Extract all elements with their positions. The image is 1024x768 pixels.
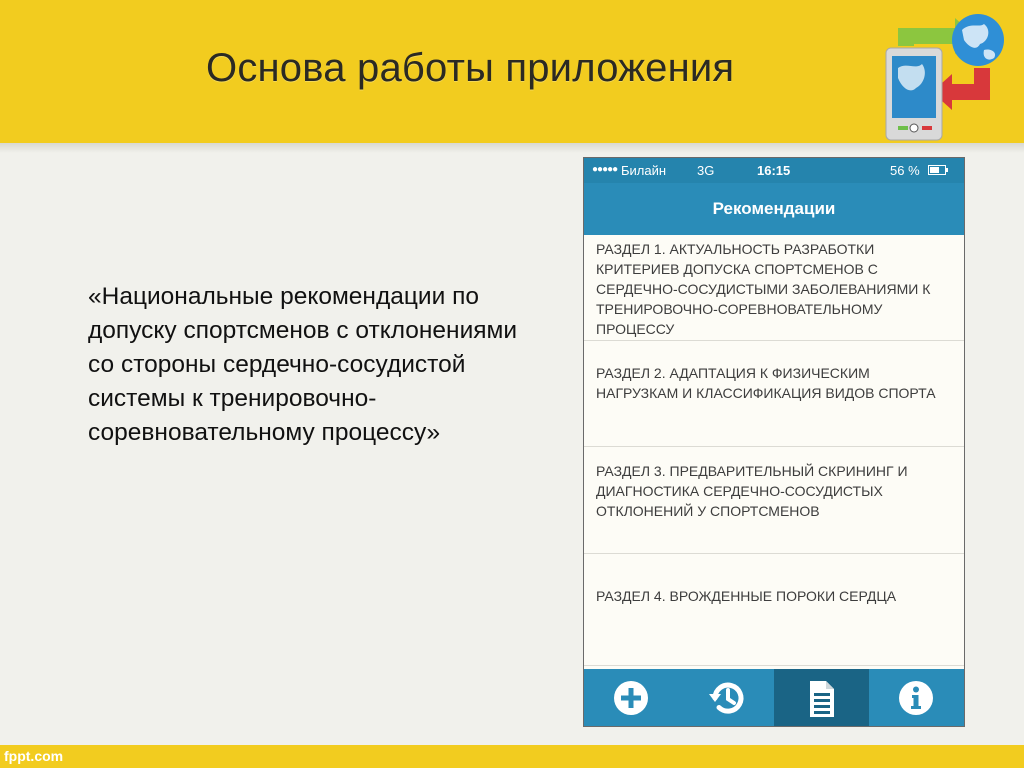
nav-title: Рекомендации (712, 199, 836, 218)
phone-screenshot (583, 157, 965, 727)
mobile-globe-icon (880, 8, 1010, 143)
section-label: РАЗДЕЛ 4. ВРОЖДЕННЫЕ ПОРОКИ СЕРДЦА (596, 588, 897, 604)
footer-band (0, 745, 1024, 768)
battery-icon (928, 165, 946, 175)
tab-history[interactable] (679, 669, 774, 726)
slide-title: Основа работы приложения (206, 46, 735, 90)
battery-percent: 56 % (890, 163, 920, 178)
network-type: 3G (697, 163, 715, 178)
section-label: РАЗДЕЛ 2. АДАПТАЦИЯ К ФИЗИЧЕСКИМ НАГРУЗКАМ И КЛАССИФИКАЦИЯ ВИДОВ СПОРТА (596, 365, 936, 401)
signal-strength-icon: ●●●●● (592, 164, 618, 175)
section-label: РАЗДЕЛ 3. ПРЕДВАРИТЕЛЬНЫЙ СКРИНИНГ И ДИАГНОСТИКА СЕРДЕЧНО-СОСУДИСТЫХ ОТКЛОНЕНИЙ У СПОРТСМЕНОВ (596, 463, 908, 519)
section-label: РАЗДЕЛ 1. АКТУАЛЬНОСТЬ РАЗРАБОТКИ КРИТЕРИЕВ ДОПУСКА СПОРТСМЕНОВ С СЕРДЕЧНО-СОСУДИСТЫМИ ЗАБОЛЕВАНИЯМИ К ТРЕНИРОВОЧНО-СОРЕВНОВАТЕЛЬНОМУ ПРОЦЕССУ (596, 241, 931, 337)
navigation-bar (584, 183, 964, 235)
list-item-section-3[interactable] (584, 447, 964, 554)
tab-info[interactable] (869, 669, 964, 726)
list-item-section-2[interactable] (584, 341, 964, 447)
list-item-section-1[interactable] (584, 235, 964, 341)
body-text: «Национальные рекомендации по допуску спортсменов с отклонениями со стороны сердечно-сосудистой системы к тренировочно-соревновательному процессу» (88, 283, 518, 446)
tab-bar (584, 669, 964, 726)
header-shadow (0, 143, 1024, 153)
tab-add[interactable] (584, 669, 679, 726)
list-item-section-4[interactable] (584, 554, 964, 666)
plus-icon (612, 679, 650, 717)
document-icon (802, 679, 840, 719)
info-icon (897, 679, 935, 717)
footer-brand: fppt.com (4, 748, 64, 764)
header-band (0, 0, 1024, 143)
carrier-name: Билайн (621, 163, 667, 178)
status-time: 16:15 (757, 163, 791, 178)
tab-recommendations[interactable] (774, 669, 869, 726)
status-bar (584, 158, 964, 183)
history-icon (707, 679, 747, 717)
